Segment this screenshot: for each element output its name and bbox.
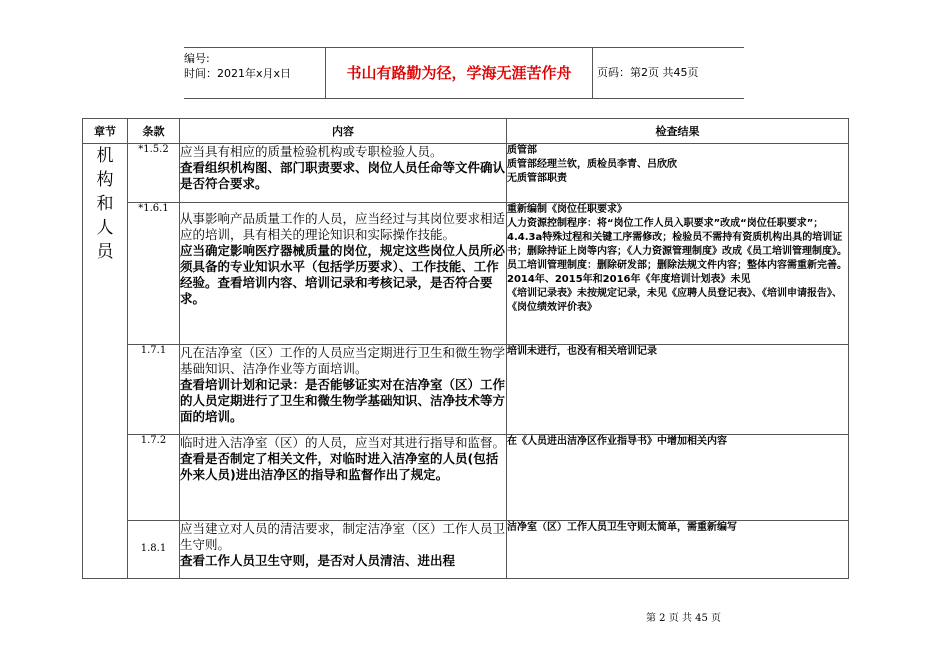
requirement-text: 凡在洁净室（区）工作的人员应当定期进行卫生和微生物学基础知识、洁净作业等方面培训。 (180, 345, 506, 376)
result-line: 《培训记录表》未按规定记录，未见《应聘人员登记表》、《培训申请报告》、《岗位绩效评价表》 (507, 288, 842, 313)
requirement-text: 临时进入洁净室（区）的人员，应当对其进行指导和监督。 (180, 435, 506, 450)
clause-cell: 1.7.2 (128, 435, 180, 521)
result-line: 员工培训管理制度：删除研发部；删除法规文件内容；整体内容需重新完善。 (507, 260, 847, 271)
result-line: 人力资源控制程序：将“岗位工作人员入职要求”改成“岗位任职要求”；4.4.3a特殊过程和关键工序需修改；检验员不需持有资质机构出具的培训证书；删除持证上岗等内容；《人力资源管理制度》改成《员工培训管理制度》。 (507, 218, 847, 257)
chapter-title: 机 构 和 人 员 (96, 146, 114, 262)
requirement-text: 应当具有相应的质量检验机构或专职检验人员。 (180, 144, 443, 159)
check-text: 查看是否制定了相关文件，对临时进入洁净室的人员(包括外来人员)进出洁净区的指导和监督作出了规定。 (180, 451, 499, 482)
header-page-code: 页码：第2页 共45页 (597, 66, 699, 79)
table-row (83, 144, 849, 203)
page-footer: 第 2 页 共 45 页 (646, 613, 721, 624)
result-cell (507, 144, 849, 203)
clause-cell: 1.8.1 (128, 521, 180, 579)
table-row (83, 345, 849, 435)
result-line: 无质管部职责 (507, 173, 567, 184)
table-header-row (83, 119, 849, 144)
check-text: 查看工作人员卫生守则，是否对人员清洁、进出程 (180, 553, 456, 568)
result-line: 重新编制《岗位任职要求》 (507, 204, 627, 215)
table-row (83, 435, 849, 521)
result-line: 在《人员进出洁净区作业指导书》中增加相关内容 (507, 436, 727, 447)
chapter-cell (83, 144, 128, 579)
check-text: 查看组织机构图、部门职责要求、岗位人员任命等文件确认是否符合要求。 (180, 160, 506, 191)
result-cell (507, 203, 849, 345)
table-row (83, 521, 849, 579)
clause-cell: *1.5.2 (128, 144, 180, 203)
column-header-clause: 条款 (128, 119, 180, 144)
content-cell (180, 144, 507, 203)
column-header-result: 检查结果 (507, 119, 849, 144)
result-line: 质管部 (507, 145, 537, 156)
column-header-chapter: 章节 (83, 119, 128, 144)
content-cell (180, 435, 507, 521)
clause-cell: *1.6.1 (128, 203, 180, 345)
page-header (184, 47, 744, 99)
result-cell (507, 435, 849, 521)
table-row (83, 203, 849, 345)
document-time: 时间：2021年x月x日 (184, 67, 292, 80)
result-line: 质管部经理兰钦，质检员李青、吕欣欣 (507, 159, 677, 170)
content-cell (180, 203, 507, 345)
result-cell (507, 521, 849, 579)
result-line: 培训未进行，也没有相关培训记录 (507, 346, 657, 357)
inspection-table (82, 118, 849, 579)
content-cell (180, 345, 507, 435)
result-cell (507, 345, 849, 435)
column-header-content: 内容 (180, 119, 507, 144)
header-motto: 书山有路勤为径，学海无涯苦作舟 (325, 48, 593, 98)
header-meta (184, 48, 325, 101)
result-line: 洁净室（区）工作人员卫生守则太简单，需重新编写 (507, 522, 737, 533)
requirement-text: 应当建立对人员的清洁要求，制定洁净室（区）工作人员卫生守则。 (180, 521, 506, 552)
check-text: 应当确定影响医疗器械质量的岗位，规定这些岗位人员所必须具备的专业知识水平（包括学历要求）、工作技能、工作经验。查看培训内容、培训记录和考核记录，是否符合要求。 (180, 243, 506, 306)
clause-cell: 1.7.1 (128, 345, 180, 435)
result-line: 2014年、2015年和2016年《年度培训计划表》未见 (507, 274, 751, 285)
requirement-text: 从事影响产品质量工作的人员，应当经过与其岗位要求相适应的培训，具有相关的理论知识和实际操作技能。 (180, 211, 506, 242)
content-cell (180, 521, 507, 579)
check-text: 查看培训计划和记录：是否能够证实对在洁净室（区）工作的人员定期进行了卫生和微生物学基础知识、洁净技术等方面的培训。 (180, 377, 506, 424)
document-number-label: 编号: (184, 52, 210, 65)
